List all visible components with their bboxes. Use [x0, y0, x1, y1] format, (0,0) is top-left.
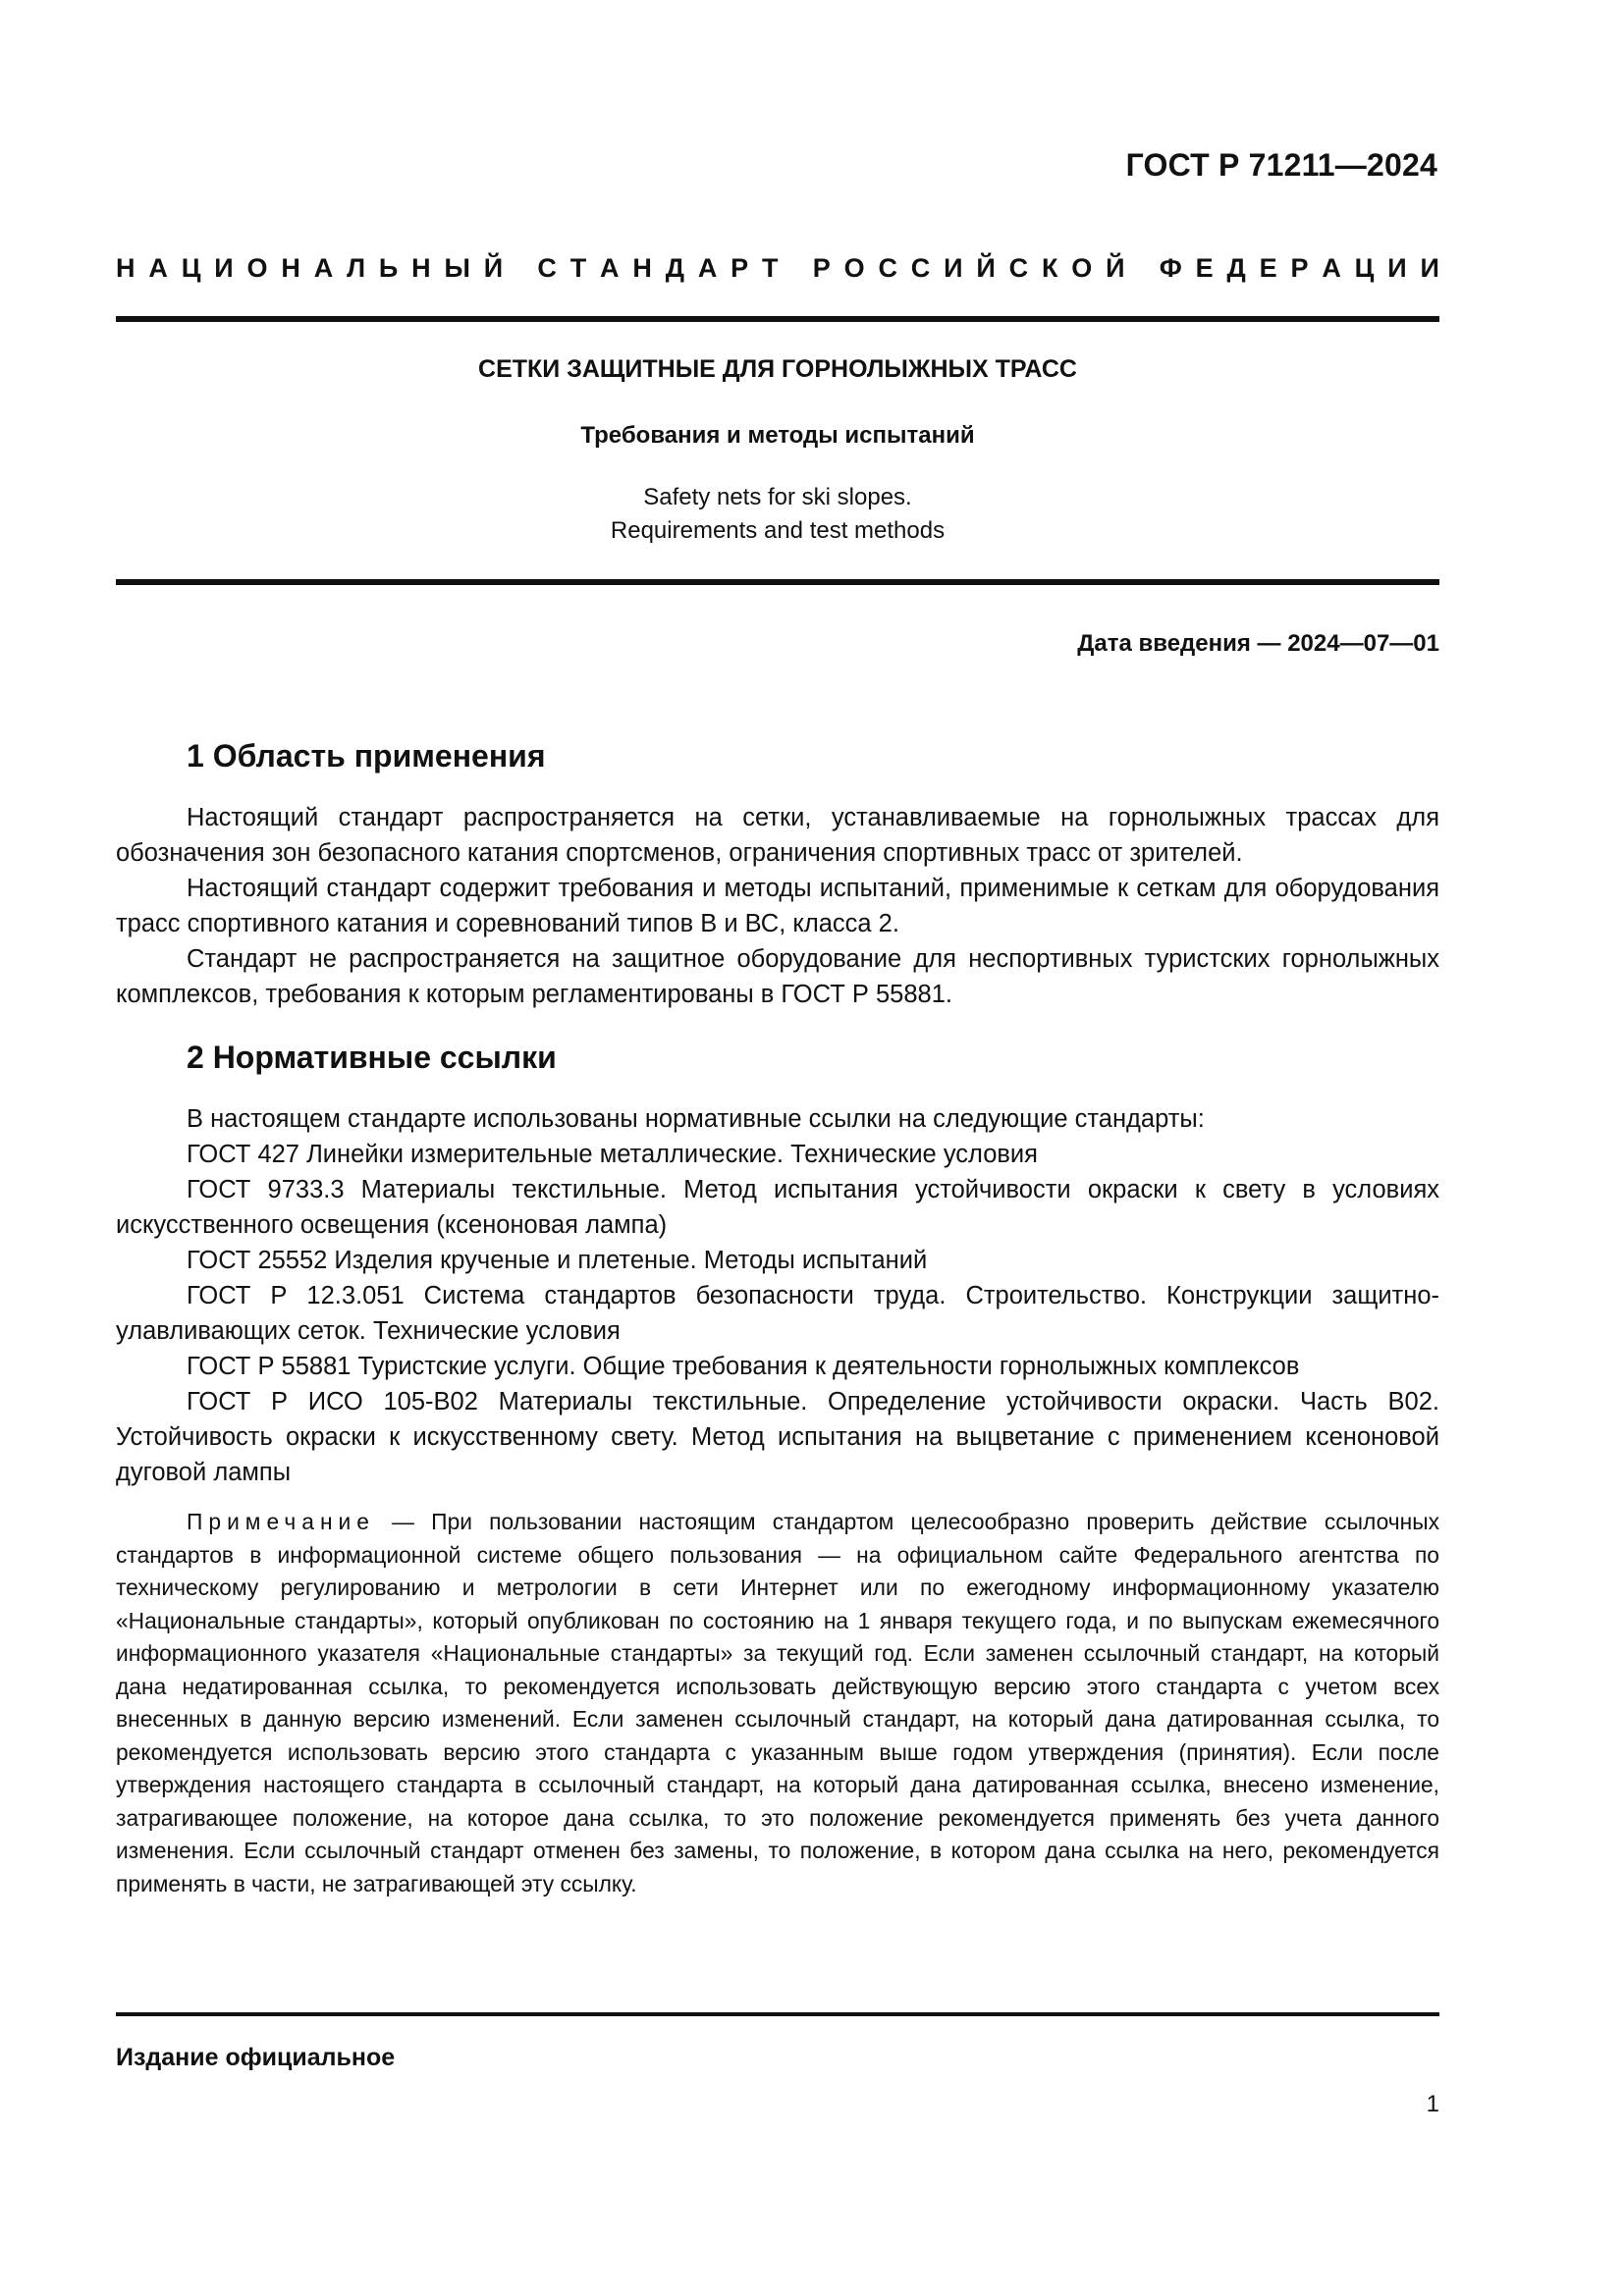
section1-paragraph: Настоящий стандарт содержит требования и методы испытаний, применимые к сеткам для оборудования трасс спортивного катания и соревнований типов В и ВС, класса 2.: [116, 875, 1439, 937]
intro-date: Дата введения — 2024—07—01: [1077, 630, 1439, 657]
banner-char: А: [600, 253, 620, 283]
bottom-rule: [116, 2012, 1439, 2016]
banner-char: Й: [1106, 253, 1125, 283]
section1-heading: 1 Область применения: [187, 738, 546, 774]
banner-char: К: [1041, 253, 1058, 283]
section-gap: [116, 1012, 1439, 1040]
banner-char: Ц: [1354, 253, 1375, 283]
banner-char: А: [1322, 253, 1341, 283]
page-number: 1: [1426, 2091, 1439, 2117]
title-en-line1: Safety nets for ski slopes.: [643, 484, 912, 510]
mid-rule: [116, 579, 1439, 585]
banner-char: Й: [483, 253, 504, 283]
banner-char: И: [1387, 253, 1407, 283]
banner-char: Н: [281, 253, 300, 283]
banner-char: О: [1071, 253, 1093, 283]
title-en: [116, 481, 1439, 548]
banner-char: Й: [976, 253, 996, 283]
banner-char: Е: [1259, 253, 1277, 283]
banner-char: С: [537, 253, 557, 283]
banner-char: И: [1420, 253, 1439, 283]
banner-char: А: [148, 253, 168, 283]
references-list: [116, 1101, 1439, 1490]
note: [116, 1506, 1439, 1900]
section1-paragraph: Настоящий стандарт распространяется на сетки, устанавливаемые на горнолыжных трассах для обозначения зон безопасного катания спортсменов, ограничения спортивных трасс от зрителей.: [116, 804, 1439, 867]
title-ru: СЕТКИ ЗАЩИТНЫЕ ДЛЯ ГОРНОЛЫЖНЫХ ТРАСС: [478, 355, 1077, 383]
subtitle-ru: Требования и методы испытаний: [580, 422, 975, 449]
banner-char: Н: [411, 253, 431, 283]
banner-char: Л: [347, 253, 366, 283]
banner-char: [516, 253, 524, 284]
banner-char: Ц: [181, 253, 201, 283]
banner-char: О: [843, 253, 865, 283]
edition-label: Издание официальное: [116, 2044, 396, 2071]
banner-char: С: [878, 253, 897, 283]
reference-item: ГОСТ Р 12.3.051 Система стандартов безопасности труда. Строительство. Конструкции защитно-улавливающих сеток. Технические условия: [116, 1282, 1439, 1345]
section1-paragraph: Стандарт не распространяется на защитное оборудование для неспортивных туристских горнолыжных комплексов, требования к которым регламентированы в ГОСТ Р 55881.: [116, 945, 1439, 1008]
reference-item: ГОСТ Р ИСО 105-В02 Материалы текстильные. Определение устойчивости окраски. Часть В02. Устойчивость окраски к искусственному свету. Метод испытания на выцветание с применением ксеноновой дуговой лампы: [116, 1388, 1439, 1486]
banner-char: Д: [1226, 253, 1246, 283]
banner-char: Т: [762, 253, 779, 283]
banner-char: [791, 253, 799, 284]
top-rule: [116, 316, 1439, 322]
banner-char: О: [246, 253, 268, 283]
banner-char: И: [214, 253, 234, 283]
banner-char: А: [313, 253, 334, 283]
banner-char: Ь: [378, 253, 399, 283]
banner-char: Ф: [1159, 253, 1182, 283]
references-intro: В настоящем стандарте использованы нормативные ссылки на следующие стандарты:: [187, 1105, 1205, 1133]
banner-char: Т: [569, 253, 587, 283]
reference-item: ГОСТ 25552 Изделия крученые и плетеные. Методы испытаний: [187, 1247, 928, 1274]
banner-char: С: [910, 253, 931, 283]
banner-char: Ы: [444, 253, 470, 283]
doc-number: ГОСТ Р 71211—2024: [1125, 147, 1437, 183]
banner-char: Е: [1195, 253, 1214, 283]
banner-char: Р: [1290, 253, 1309, 283]
title-en-line2: Requirements and test methods: [610, 517, 946, 544]
banner-char: А: [697, 253, 718, 283]
note-text: — При пользовании настоящим стандартом целесообразно проверить действие ссылочных стандартов в информационной системе общего пользования — на официальном сайте Федерального агентства по техническому регулированию и метрологии в сети Интернет или по ежегодному информационному указателю «Национальные стандарты», который опубликован по состоянию на 1 января текущего года, и по выпускам ежемесячного информационного указателя «Национальные стандарты» за текущий год. Если заменен ссылочный стандарт, на который дана недатированная ссылка, то рекомендуется использовать действующую версию этого стандарта с учетом всех внесенных в данную версию изменений. Если заменен ссылочный стандарт, на который дана датированная ссылка, то рекомендуется использовать версию этого стандарта с указанным выше годом утверждения (принятия). Если после утверждения настоящего стандарта в ссылочный стандарт, на который дана датированная ссылка, внесено изменение, затрагивающее положение, на которое дана ссылка, то это положение рекомендуется применять без учета данного изменения. Если ссылочный стандарт отменен без замены, то положение, в котором дана ссылка на него, рекомендуется применять в части, не затрагивающей эту ссылку.: [116, 1509, 1439, 1896]
main-content: [116, 738, 1439, 1900]
banner-char: Н: [632, 253, 652, 283]
reference-item: ГОСТ 427 Линейки измерительные металлические. Технические условия: [187, 1141, 1038, 1168]
reference-item: ГОСТ Р 55881 Туристские услуги. Общие требования к деятельности горнолыжных комплексов: [187, 1353, 1300, 1380]
banner-char: И: [944, 253, 963, 283]
note-label: Примечание: [187, 1509, 375, 1534]
banner-char: Р: [812, 253, 831, 283]
banner-char: [1138, 253, 1146, 284]
banner-char: Р: [731, 253, 749, 283]
banner-char: Н: [116, 253, 135, 283]
reference-item: ГОСТ 9733.3 Материалы текстильные. Метод испытания устойчивости окраски к свету в условиях искусственного освещения (ксеноновая лампа): [116, 1176, 1439, 1239]
banner-char: С: [1008, 253, 1029, 283]
national-standard-banner: [116, 253, 1439, 284]
banner-char: Д: [665, 253, 684, 283]
section2-heading: 2 Нормативные ссылки: [187, 1040, 557, 1075]
